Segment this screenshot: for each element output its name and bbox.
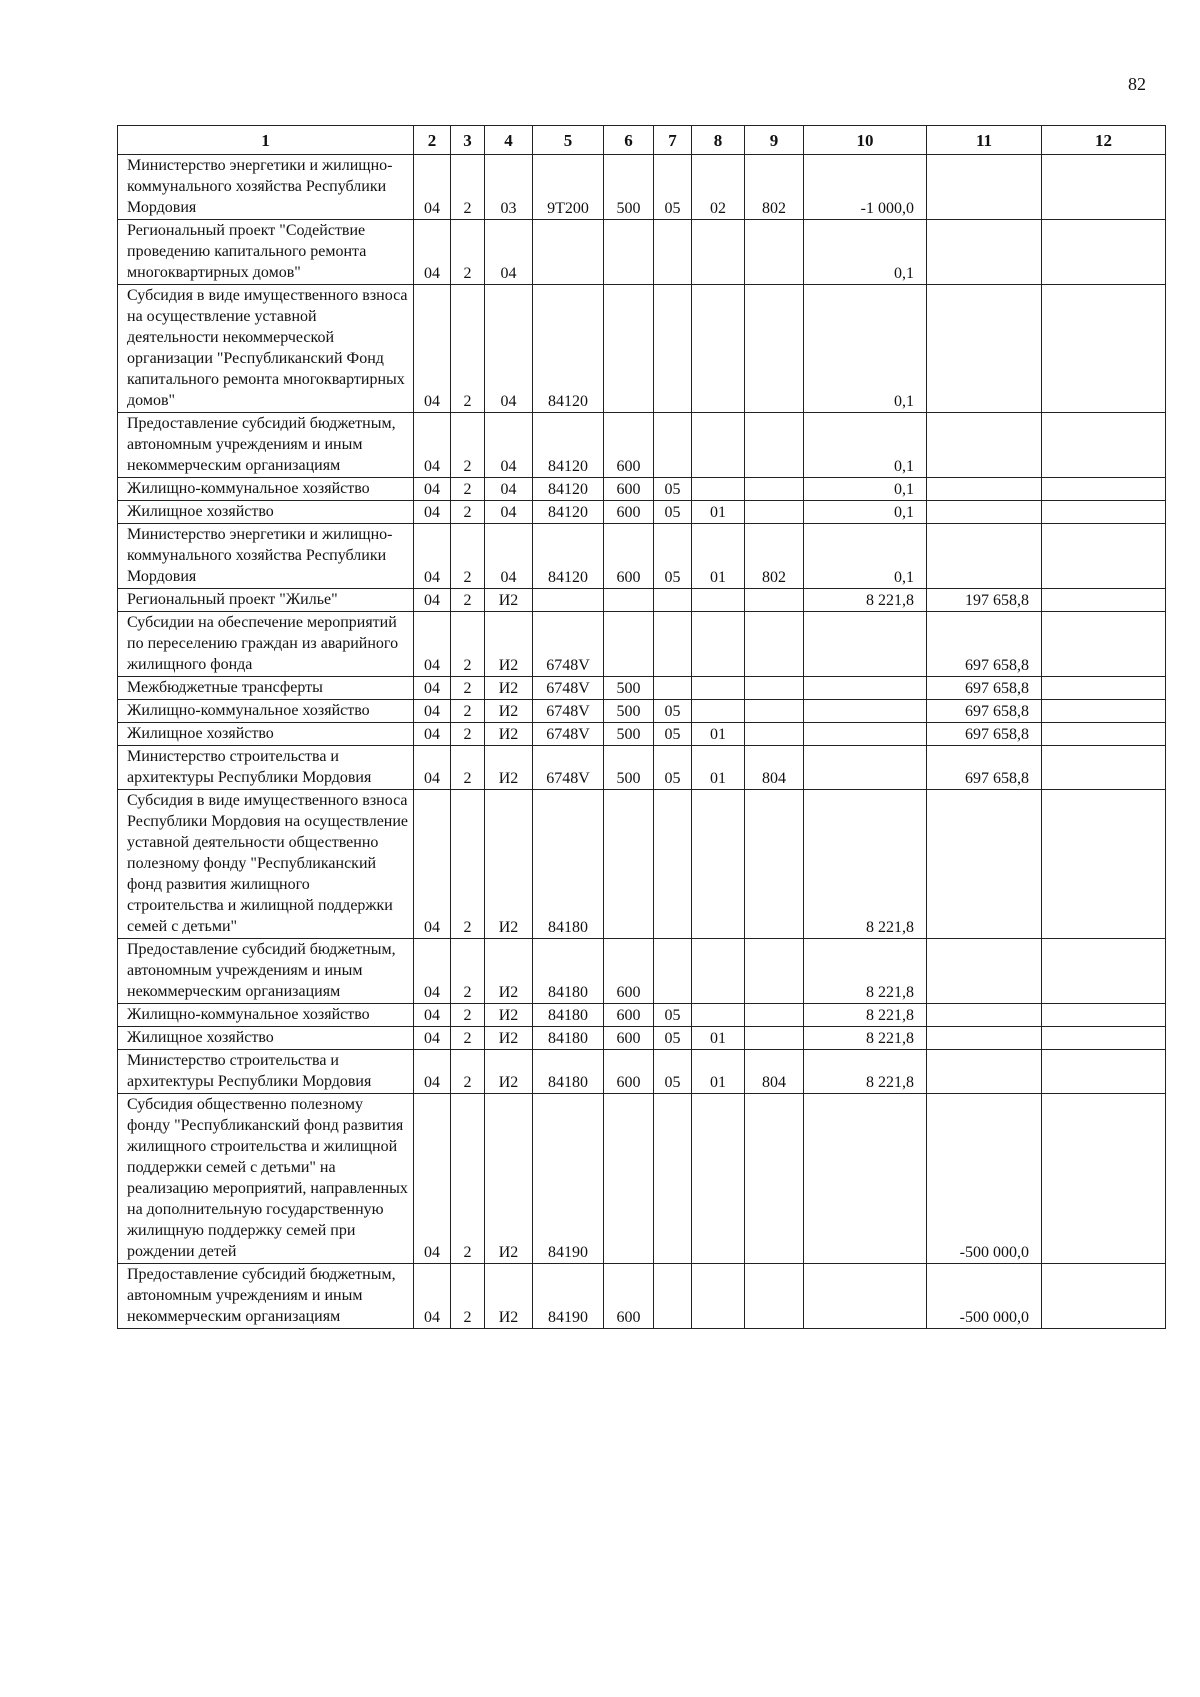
cell-col-12 — [1042, 1050, 1166, 1094]
cell-col-9: 804 — [745, 1050, 804, 1094]
cell-col-6: 600 — [604, 1050, 654, 1094]
cell-col-3: 2 — [451, 285, 485, 413]
cell-col-4: 04 — [485, 220, 533, 285]
cell-col-4: И2 — [485, 1094, 533, 1264]
column-header-6: 6 — [604, 126, 654, 155]
cell-col-5: 84120 — [533, 501, 604, 524]
cell-col-2: 04 — [414, 612, 451, 677]
cell-col-4: И2 — [485, 723, 533, 746]
cell-col-9 — [745, 1094, 804, 1264]
cell-col-6 — [604, 790, 654, 939]
column-header-1: 1 — [118, 126, 414, 155]
cell-col-5: 6748V — [533, 677, 604, 700]
cell-col-9: 802 — [745, 155, 804, 220]
cell-col-4: И2 — [485, 612, 533, 677]
cell-col-2: 04 — [414, 1094, 451, 1264]
cell-col-12 — [1042, 1264, 1166, 1329]
cell-col-4: И2 — [485, 1027, 533, 1050]
cell-col-8: 01 — [692, 501, 745, 524]
table-row — [118, 1264, 1166, 1329]
cell-col-12 — [1042, 700, 1166, 723]
cell-col-3: 2 — [451, 746, 485, 790]
cell-col-11 — [927, 939, 1042, 1004]
cell-col-3: 2 — [451, 939, 485, 1004]
cell-col-4: И2 — [485, 790, 533, 939]
cell-col-10: -1 000,0 — [804, 155, 927, 220]
cell-col-11: 697 658,8 — [927, 612, 1042, 677]
cell-col-11: -500 000,0 — [927, 1094, 1042, 1264]
column-header-4: 4 — [485, 126, 533, 155]
cell-col-11: 697 658,8 — [927, 746, 1042, 790]
cell-col-5: 84190 — [533, 1094, 604, 1264]
cell-col-9 — [745, 589, 804, 612]
cell-col-11 — [927, 790, 1042, 939]
table-row — [118, 478, 1166, 501]
column-header-5: 5 — [533, 126, 604, 155]
cell-col-9 — [745, 677, 804, 700]
cell-col-7 — [654, 413, 692, 478]
row-name-cell: Министерство строительства и архитектуры Республики Мордовия — [118, 1050, 414, 1094]
cell-col-4: 04 — [485, 524, 533, 589]
cell-col-7 — [654, 612, 692, 677]
cell-col-8: 01 — [692, 746, 745, 790]
table-row — [118, 220, 1166, 285]
cell-col-4: 04 — [485, 285, 533, 413]
cell-col-6: 500 — [604, 677, 654, 700]
cell-col-7 — [654, 1094, 692, 1264]
cell-col-7: 05 — [654, 524, 692, 589]
cell-col-2: 04 — [414, 723, 451, 746]
cell-col-5: 84180 — [533, 1050, 604, 1094]
cell-col-8 — [692, 285, 745, 413]
table-row — [118, 1094, 1166, 1264]
row-name-cell: Региональный проект "Жилье" — [118, 589, 414, 612]
cell-col-6: 500 — [604, 155, 654, 220]
row-name-cell: Субсидии на обеспечение мероприятий по переселению граждан из аварийного жилищного фонда — [118, 612, 414, 677]
cell-col-10: 8 221,8 — [804, 1004, 927, 1027]
cell-col-8 — [692, 939, 745, 1004]
cell-col-12 — [1042, 677, 1166, 700]
cell-col-12 — [1042, 478, 1166, 501]
cell-col-6: 600 — [604, 413, 654, 478]
cell-col-3: 2 — [451, 1004, 485, 1027]
cell-col-10 — [804, 1264, 927, 1329]
cell-col-9 — [745, 723, 804, 746]
cell-col-5: 6748V — [533, 700, 604, 723]
table-row — [118, 1050, 1166, 1094]
cell-col-4: И2 — [485, 677, 533, 700]
cell-col-3: 2 — [451, 612, 485, 677]
cell-col-6: 600 — [604, 524, 654, 589]
cell-col-10: 8 221,8 — [804, 1027, 927, 1050]
cell-col-11 — [927, 413, 1042, 478]
cell-col-8: 01 — [692, 1027, 745, 1050]
cell-col-10 — [804, 746, 927, 790]
cell-col-8: 01 — [692, 524, 745, 589]
cell-col-12 — [1042, 413, 1166, 478]
cell-col-12 — [1042, 524, 1166, 589]
cell-col-7: 05 — [654, 723, 692, 746]
table-body — [118, 155, 1166, 1329]
cell-col-2: 04 — [414, 478, 451, 501]
row-name-cell: Министерство строительства и архитектуры Республики Мордовия — [118, 746, 414, 790]
cell-col-2: 04 — [414, 677, 451, 700]
cell-col-3: 2 — [451, 1027, 485, 1050]
cell-col-9 — [745, 285, 804, 413]
cell-col-11 — [927, 155, 1042, 220]
cell-col-8: 01 — [692, 723, 745, 746]
cell-col-12 — [1042, 1094, 1166, 1264]
cell-col-9 — [745, 1004, 804, 1027]
cell-col-3: 2 — [451, 413, 485, 478]
cell-col-10: 8 221,8 — [804, 790, 927, 939]
column-header-9: 9 — [745, 126, 804, 155]
cell-col-9 — [745, 1264, 804, 1329]
cell-col-10 — [804, 612, 927, 677]
cell-col-11 — [927, 478, 1042, 501]
cell-col-7: 05 — [654, 1004, 692, 1027]
cell-col-11: -500 000,0 — [927, 1264, 1042, 1329]
table-row — [118, 501, 1166, 524]
cell-col-3: 2 — [451, 700, 485, 723]
cell-col-10: 0,1 — [804, 285, 927, 413]
cell-col-5: 6748V — [533, 723, 604, 746]
cell-col-12 — [1042, 285, 1166, 413]
cell-col-9 — [745, 220, 804, 285]
cell-col-9: 804 — [745, 746, 804, 790]
column-header-10: 10 — [804, 126, 927, 155]
cell-col-12 — [1042, 1004, 1166, 1027]
cell-col-8 — [692, 1264, 745, 1329]
cell-col-11 — [927, 1004, 1042, 1027]
column-header-2: 2 — [414, 126, 451, 155]
cell-col-3: 2 — [451, 155, 485, 220]
cell-col-10 — [804, 677, 927, 700]
cell-col-2: 04 — [414, 501, 451, 524]
cell-col-11 — [927, 501, 1042, 524]
cell-col-2: 04 — [414, 1050, 451, 1094]
cell-col-12 — [1042, 612, 1166, 677]
cell-col-2: 04 — [414, 220, 451, 285]
cell-col-9 — [745, 790, 804, 939]
cell-col-9 — [745, 413, 804, 478]
cell-col-5: 6748V — [533, 746, 604, 790]
row-name-cell: Субсидия общественно полезному фонду "Республиканский фонд развития жилищного строительства и жилищной поддержки семей с детьми" на реализацию мероприятий, направленных на дополнительную государственную жилищную поддержку семей при рождении детей — [118, 1094, 414, 1264]
cell-col-7 — [654, 285, 692, 413]
budget-table — [117, 125, 1166, 1329]
cell-col-2: 04 — [414, 939, 451, 1004]
column-header-7: 7 — [654, 126, 692, 155]
cell-col-9 — [745, 1027, 804, 1050]
cell-col-12 — [1042, 155, 1166, 220]
cell-col-6: 500 — [604, 700, 654, 723]
cell-col-11 — [927, 1027, 1042, 1050]
cell-col-6: 600 — [604, 1027, 654, 1050]
column-header-3: 3 — [451, 126, 485, 155]
cell-col-7: 05 — [654, 1027, 692, 1050]
cell-col-4: И2 — [485, 746, 533, 790]
table-row — [118, 723, 1166, 746]
cell-col-4: 04 — [485, 413, 533, 478]
cell-col-7 — [654, 1264, 692, 1329]
cell-col-12 — [1042, 723, 1166, 746]
row-name-cell: Предоставление субсидий бюджетным, автономным учреждениям и иным некоммерческим организациям — [118, 939, 414, 1004]
row-name-cell: Предоставление субсидий бюджетным, автономным учреждениям и иным некоммерческим организациям — [118, 413, 414, 478]
cell-col-11 — [927, 524, 1042, 589]
cell-col-4: И2 — [485, 700, 533, 723]
table-row — [118, 155, 1166, 220]
cell-col-8 — [692, 790, 745, 939]
cell-col-5 — [533, 589, 604, 612]
cell-col-6: 600 — [604, 501, 654, 524]
cell-col-10: 8 221,8 — [804, 1050, 927, 1094]
cell-col-9 — [745, 612, 804, 677]
table-row — [118, 746, 1166, 790]
row-name-cell: Жилищно-коммунальное хозяйство — [118, 700, 414, 723]
table-row — [118, 612, 1166, 677]
cell-col-2: 04 — [414, 155, 451, 220]
table-header-row — [118, 126, 1166, 155]
table-row — [118, 1004, 1166, 1027]
cell-col-5: 84180 — [533, 939, 604, 1004]
cell-col-12 — [1042, 220, 1166, 285]
cell-col-2: 04 — [414, 413, 451, 478]
cell-col-3: 2 — [451, 790, 485, 939]
cell-col-6: 600 — [604, 1004, 654, 1027]
cell-col-7: 05 — [654, 746, 692, 790]
cell-col-7 — [654, 220, 692, 285]
cell-col-12 — [1042, 790, 1166, 939]
cell-col-4: 04 — [485, 478, 533, 501]
cell-col-9: 802 — [745, 524, 804, 589]
row-name-cell: Межбюджетные трансферты — [118, 677, 414, 700]
cell-col-10: 0,1 — [804, 524, 927, 589]
cell-col-2: 04 — [414, 1004, 451, 1027]
cell-col-6: 600 — [604, 1264, 654, 1329]
cell-col-10: 0,1 — [804, 478, 927, 501]
cell-col-3: 2 — [451, 501, 485, 524]
cell-col-12 — [1042, 939, 1166, 1004]
page-number: 82 — [1128, 74, 1146, 94]
cell-col-2: 04 — [414, 285, 451, 413]
column-header-8: 8 — [692, 126, 745, 155]
cell-col-10: 0,1 — [804, 413, 927, 478]
row-name-cell: Жилищное хозяйство — [118, 501, 414, 524]
cell-col-6: 500 — [604, 723, 654, 746]
cell-col-10 — [804, 723, 927, 746]
cell-col-5: 6748V — [533, 612, 604, 677]
cell-col-12 — [1042, 1027, 1166, 1050]
cell-col-7 — [654, 939, 692, 1004]
cell-col-3: 2 — [451, 723, 485, 746]
cell-col-8 — [692, 589, 745, 612]
row-name-cell: Министерство энергетики и жилищно-коммунального хозяйства Республики Мордовия — [118, 155, 414, 220]
cell-col-11: 697 658,8 — [927, 677, 1042, 700]
column-header-12: 12 — [1042, 126, 1166, 155]
table-row — [118, 524, 1166, 589]
cell-col-7: 05 — [654, 478, 692, 501]
row-name-cell: Жилищно-коммунальное хозяйство — [118, 1004, 414, 1027]
row-name-cell: Субсидия в виде имущественного взноса Республики Мордовия на осуществление уставной деятельности общественно полезному фонду "Республиканский фонд развития жилищного строительства и жилищной поддержки семей с детьми" — [118, 790, 414, 939]
row-name-cell: Предоставление субсидий бюджетным, автономным учреждениям и иным некоммерческим организациям — [118, 1264, 414, 1329]
cell-col-11 — [927, 285, 1042, 413]
cell-col-4: И2 — [485, 1264, 533, 1329]
cell-col-4: И2 — [485, 1050, 533, 1094]
cell-col-7 — [654, 677, 692, 700]
cell-col-6 — [604, 1094, 654, 1264]
column-header-11: 11 — [927, 126, 1042, 155]
cell-col-6 — [604, 220, 654, 285]
cell-col-6: 500 — [604, 746, 654, 790]
cell-col-3: 2 — [451, 1264, 485, 1329]
cell-col-6 — [604, 285, 654, 413]
cell-col-3: 2 — [451, 677, 485, 700]
cell-col-4: 03 — [485, 155, 533, 220]
cell-col-8 — [692, 700, 745, 723]
cell-col-3: 2 — [451, 524, 485, 589]
cell-col-2: 04 — [414, 700, 451, 723]
cell-col-6 — [604, 589, 654, 612]
cell-col-9 — [745, 700, 804, 723]
cell-col-7: 05 — [654, 501, 692, 524]
cell-col-4: И2 — [485, 589, 533, 612]
cell-col-7: 05 — [654, 155, 692, 220]
cell-col-3: 2 — [451, 1050, 485, 1094]
cell-col-5: 84120 — [533, 478, 604, 501]
table-row — [118, 413, 1166, 478]
cell-col-3: 2 — [451, 478, 485, 501]
table-row — [118, 790, 1166, 939]
cell-col-6: 600 — [604, 478, 654, 501]
cell-col-2: 04 — [414, 589, 451, 612]
row-name-cell: Жилищное хозяйство — [118, 1027, 414, 1050]
cell-col-7 — [654, 790, 692, 939]
cell-col-8 — [692, 612, 745, 677]
cell-col-3: 2 — [451, 1094, 485, 1264]
cell-col-2: 04 — [414, 790, 451, 939]
cell-col-5: 84190 — [533, 1264, 604, 1329]
cell-col-12 — [1042, 746, 1166, 790]
cell-col-7: 05 — [654, 1050, 692, 1094]
cell-col-10: 0,1 — [804, 501, 927, 524]
table-row — [118, 1027, 1166, 1050]
cell-col-10 — [804, 700, 927, 723]
row-name-cell: Жилищное хозяйство — [118, 723, 414, 746]
row-name-cell: Министерство энергетики и жилищно-коммунального хозяйства Республики Мордовия — [118, 524, 414, 589]
cell-col-5 — [533, 220, 604, 285]
cell-col-9 — [745, 501, 804, 524]
cell-col-4: И2 — [485, 1004, 533, 1027]
cell-col-5: 84120 — [533, 524, 604, 589]
cell-col-12 — [1042, 501, 1166, 524]
cell-col-11: 697 658,8 — [927, 700, 1042, 723]
cell-col-2: 04 — [414, 1264, 451, 1329]
cell-col-8: 02 — [692, 155, 745, 220]
cell-col-7: 05 — [654, 700, 692, 723]
cell-col-8 — [692, 1004, 745, 1027]
table-row — [118, 589, 1166, 612]
cell-col-11: 197 658,8 — [927, 589, 1042, 612]
table-row — [118, 677, 1166, 700]
cell-col-10: 8 221,8 — [804, 589, 927, 612]
cell-col-10: 8 221,8 — [804, 939, 927, 1004]
cell-col-8 — [692, 413, 745, 478]
cell-col-11 — [927, 1050, 1042, 1094]
cell-col-8 — [692, 677, 745, 700]
cell-col-5: 84120 — [533, 285, 604, 413]
table-row — [118, 700, 1166, 723]
cell-col-8 — [692, 220, 745, 285]
cell-col-10: 0,1 — [804, 220, 927, 285]
cell-col-6: 600 — [604, 939, 654, 1004]
cell-col-11 — [927, 220, 1042, 285]
cell-col-8: 01 — [692, 1050, 745, 1094]
cell-col-5: 84120 — [533, 413, 604, 478]
row-name-cell: Жилищно-коммунальное хозяйство — [118, 478, 414, 501]
cell-col-3: 2 — [451, 589, 485, 612]
table-row — [118, 939, 1166, 1004]
cell-col-8 — [692, 478, 745, 501]
cell-col-9 — [745, 478, 804, 501]
cell-col-2: 04 — [414, 524, 451, 589]
cell-col-4: 04 — [485, 501, 533, 524]
row-name-cell: Региональный проект "Содействие проведению капитального ремонта многоквартирных домов" — [118, 220, 414, 285]
cell-col-4: И2 — [485, 939, 533, 1004]
cell-col-5: 84180 — [533, 1027, 604, 1050]
cell-col-7 — [654, 589, 692, 612]
cell-col-10 — [804, 1094, 927, 1264]
cell-col-2: 04 — [414, 1027, 451, 1050]
table-row — [118, 285, 1166, 413]
cell-col-12 — [1042, 589, 1166, 612]
cell-col-5: 84180 — [533, 1004, 604, 1027]
cell-col-3: 2 — [451, 220, 485, 285]
cell-col-11: 697 658,8 — [927, 723, 1042, 746]
cell-col-2: 04 — [414, 746, 451, 790]
cell-col-6 — [604, 612, 654, 677]
row-name-cell: Субсидия в виде имущественного взноса на осуществление уставной деятельности некоммерческой организации "Республиканский Фонд капитального ремонта многоквартирных домов" — [118, 285, 414, 413]
cell-col-5: 9Т200 — [533, 155, 604, 220]
cell-col-5: 84180 — [533, 790, 604, 939]
cell-col-8 — [692, 1094, 745, 1264]
cell-col-9 — [745, 939, 804, 1004]
